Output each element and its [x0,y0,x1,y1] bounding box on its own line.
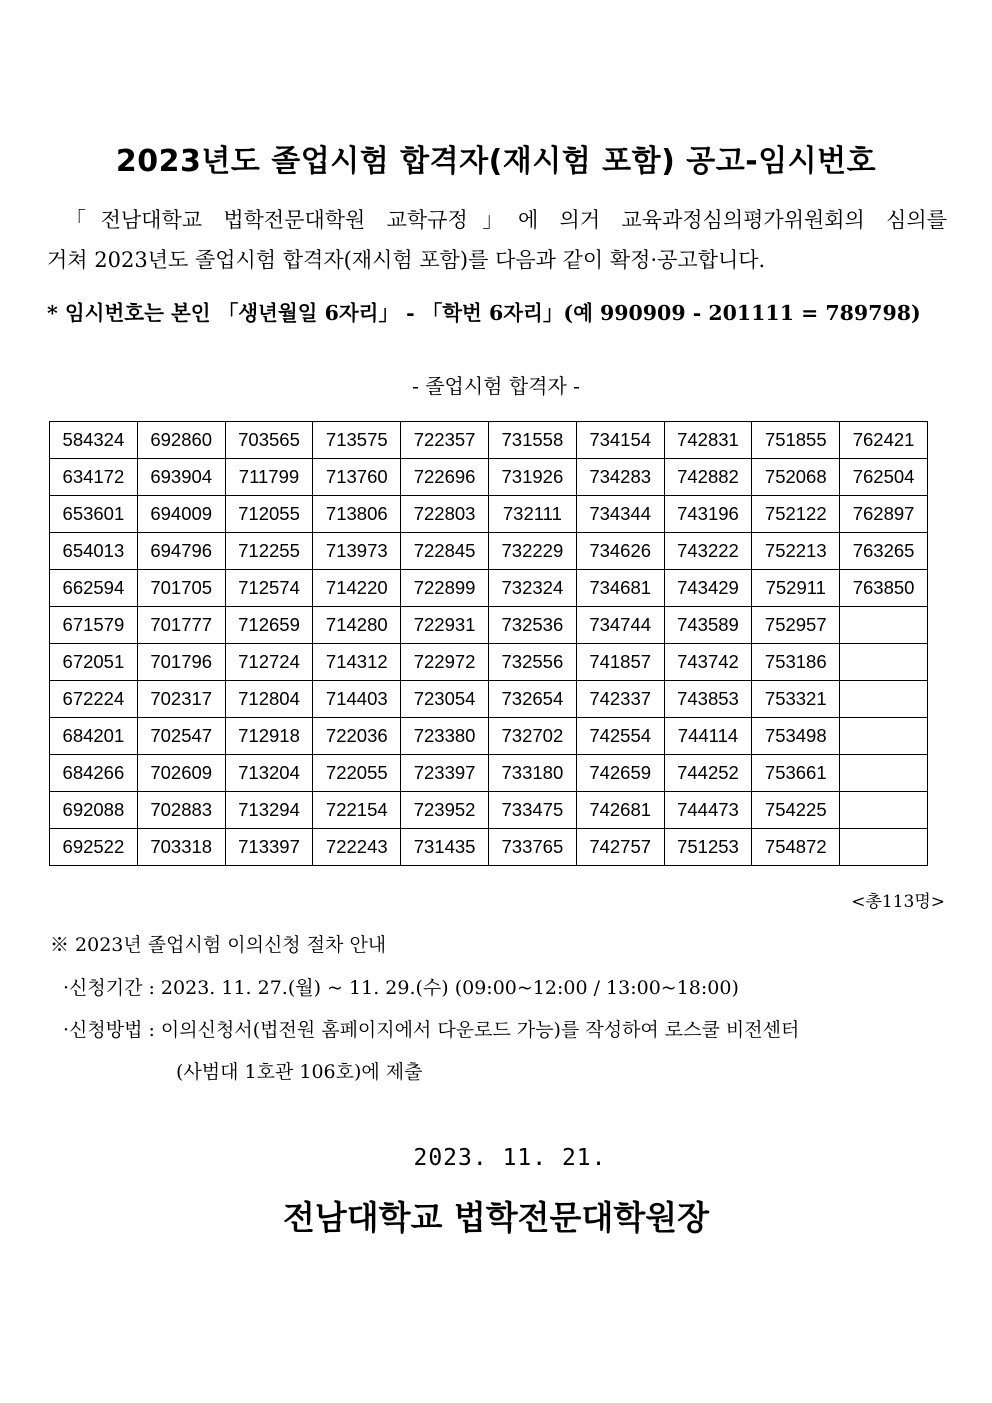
table-cell: 734681 [576,570,664,607]
table-cell: 714220 [313,570,401,607]
table-cell: 734344 [576,496,664,533]
table-cell: 732229 [488,533,576,570]
table-row [50,570,928,607]
table-cell: 742882 [664,459,752,496]
table-cell: 742681 [576,792,664,829]
passer-number-table [49,421,928,866]
table-cell [840,681,928,718]
table-cell: 712574 [225,570,313,607]
table-cell: 722899 [401,570,489,607]
table-cell: 722696 [401,459,489,496]
table-cell: 671579 [50,607,138,644]
table-cell: 733475 [488,792,576,829]
table-row [50,496,928,533]
table-row [50,459,928,496]
table-cell: 742757 [576,829,664,866]
appeal-heading: ※ 2023년 졸업시험 이의신청 절차 안내 [50,934,387,956]
table-cell: 654013 [50,533,138,570]
intro-line-1: 「전남대학교 법학전문대학원 교학규정」에 의거 교육과정심의평가위원회의 심의를 [65,208,947,232]
table-cell: 703318 [137,829,225,866]
table-cell: 692860 [137,422,225,459]
table-cell: 713760 [313,459,401,496]
table-cell: 743429 [664,570,752,607]
table-cell: 744473 [664,792,752,829]
table-cell: 722243 [313,829,401,866]
intro-line-2: 거쳐 2023년도 졸업시험 합격자(재시험 포함)를 다음과 같이 확정·공고합니다. [47,248,766,272]
table-cell: 734283 [576,459,664,496]
table-cell: 731926 [488,459,576,496]
total-count: <총113명> [851,892,945,912]
table-cell: 722931 [401,607,489,644]
appeal-method-continued: (사범대 1호관 106호)에 제출 [176,1061,423,1083]
table-cell: 712804 [225,681,313,718]
table-cell: 742659 [576,755,664,792]
table-cell: 684201 [50,718,138,755]
table-row [50,792,928,829]
table-cell: 752068 [752,459,840,496]
table-cell: 662594 [50,570,138,607]
table-cell: 711799 [225,459,313,496]
table-cell: 742337 [576,681,664,718]
table-cell: 713204 [225,755,313,792]
table-cell: 742831 [664,422,752,459]
table-cell: 732654 [488,681,576,718]
table-row [50,644,928,681]
announcement-date: 2023. 11. 21. [413,1145,607,1171]
table-cell: 723380 [401,718,489,755]
table-cell: 672224 [50,681,138,718]
table-cell: 722055 [313,755,401,792]
table-cell: 744114 [664,718,752,755]
table-cell: 732324 [488,570,576,607]
table-cell: 722154 [313,792,401,829]
table-row [50,718,928,755]
table-cell: 713806 [313,496,401,533]
table-cell: 754225 [752,792,840,829]
table-cell: 713973 [313,533,401,570]
table-cell: 743196 [664,496,752,533]
table-cell: 752957 [752,607,840,644]
temporary-number-note: * 임시번호는 본인 「생년월일 6자리」 - 「학번 6자리」(예 990909 - 201111 = 789798) [47,301,921,325]
table-cell: 743589 [664,607,752,644]
table-cell: 744252 [664,755,752,792]
table-cell: 734154 [576,422,664,459]
table-cell: 731558 [488,422,576,459]
table-cell: 762504 [840,459,928,496]
table-cell [840,718,928,755]
table-cell: 732111 [488,496,576,533]
table-row [50,607,928,644]
table-cell: 762897 [840,496,928,533]
table-cell: 732556 [488,644,576,681]
table-row [50,681,928,718]
table-cell: 751253 [664,829,752,866]
table-cell: 763265 [840,533,928,570]
table-cell: 712659 [225,607,313,644]
table-cell: 734626 [576,533,664,570]
table-cell: 634172 [50,459,138,496]
signer: 전남대학교 법학전문대학원장 [283,1198,709,1237]
table-cell: 713294 [225,792,313,829]
table-cell: 754872 [752,829,840,866]
table-cell: 732702 [488,718,576,755]
table-row [50,422,928,459]
table-cell: 702609 [137,755,225,792]
table-cell [840,755,928,792]
table-cell: 751855 [752,422,840,459]
table-cell: 702883 [137,792,225,829]
table-cell: 733765 [488,829,576,866]
section-title: - 졸업시험 합격자 - [412,374,580,398]
table-cell: 743222 [664,533,752,570]
table-cell: 743742 [664,644,752,681]
table-cell: 702317 [137,681,225,718]
table-cell: 722803 [401,496,489,533]
table-cell: 693904 [137,459,225,496]
table-cell: 694796 [137,533,225,570]
table-cell: 712255 [225,533,313,570]
table-cell: 692522 [50,829,138,866]
table-cell: 753498 [752,718,840,755]
table-cell: 712055 [225,496,313,533]
table-cell: 701705 [137,570,225,607]
table-cell: 701777 [137,607,225,644]
table-cell: 753186 [752,644,840,681]
table-cell: 584324 [50,422,138,459]
table-cell: 752122 [752,496,840,533]
table-cell [840,644,928,681]
table-cell: 731435 [401,829,489,866]
table-cell: 712918 [225,718,313,755]
table-cell: 723054 [401,681,489,718]
table-cell [840,607,928,644]
table-row [50,533,928,570]
table-cell [840,829,928,866]
table-cell: 653601 [50,496,138,533]
table-cell: 684266 [50,755,138,792]
table-cell: 743853 [664,681,752,718]
table-cell: 702547 [137,718,225,755]
table-cell: 713575 [313,422,401,459]
table-cell: 763850 [840,570,928,607]
appeal-period: ·신청기간 : 2023. 11. 27.(월) ~ 11. 29.(수) (09:00~12:00 / 13:00~18:00) [63,977,739,999]
page-title: 2023년도 졸업시험 합격자(재시험 포함) 공고-임시번호 [115,144,877,179]
table-cell: 734744 [576,607,664,644]
table-cell: 741857 [576,644,664,681]
table-cell: 722357 [401,422,489,459]
table-cell: 672051 [50,644,138,681]
table-cell: 732536 [488,607,576,644]
table-cell: 733180 [488,755,576,792]
table-cell: 742554 [576,718,664,755]
table-cell: 713397 [225,829,313,866]
table-cell: 722972 [401,644,489,681]
table-row [50,829,928,866]
table-cell: 752911 [752,570,840,607]
table-cell: 753321 [752,681,840,718]
table-cell: 722845 [401,533,489,570]
table-cell: 714312 [313,644,401,681]
table-cell: 694009 [137,496,225,533]
appeal-method: ·신청방법 : 이의신청서(법전원 홈페이지에서 다운로드 가능)를 작성하여 로스쿨 비전센터 [63,1019,800,1041]
table-cell: 723397 [401,755,489,792]
table-cell [840,792,928,829]
table-row [50,755,928,792]
table-cell: 714280 [313,607,401,644]
table-cell: 714403 [313,681,401,718]
table-cell: 692088 [50,792,138,829]
table-cell: 723952 [401,792,489,829]
table-cell: 762421 [840,422,928,459]
table-cell: 753661 [752,755,840,792]
intro-paragraph [47,200,947,280]
table-cell: 712724 [225,644,313,681]
table-cell: 752213 [752,533,840,570]
table-cell: 701796 [137,644,225,681]
table-cell: 703565 [225,422,313,459]
table-cell: 722036 [313,718,401,755]
